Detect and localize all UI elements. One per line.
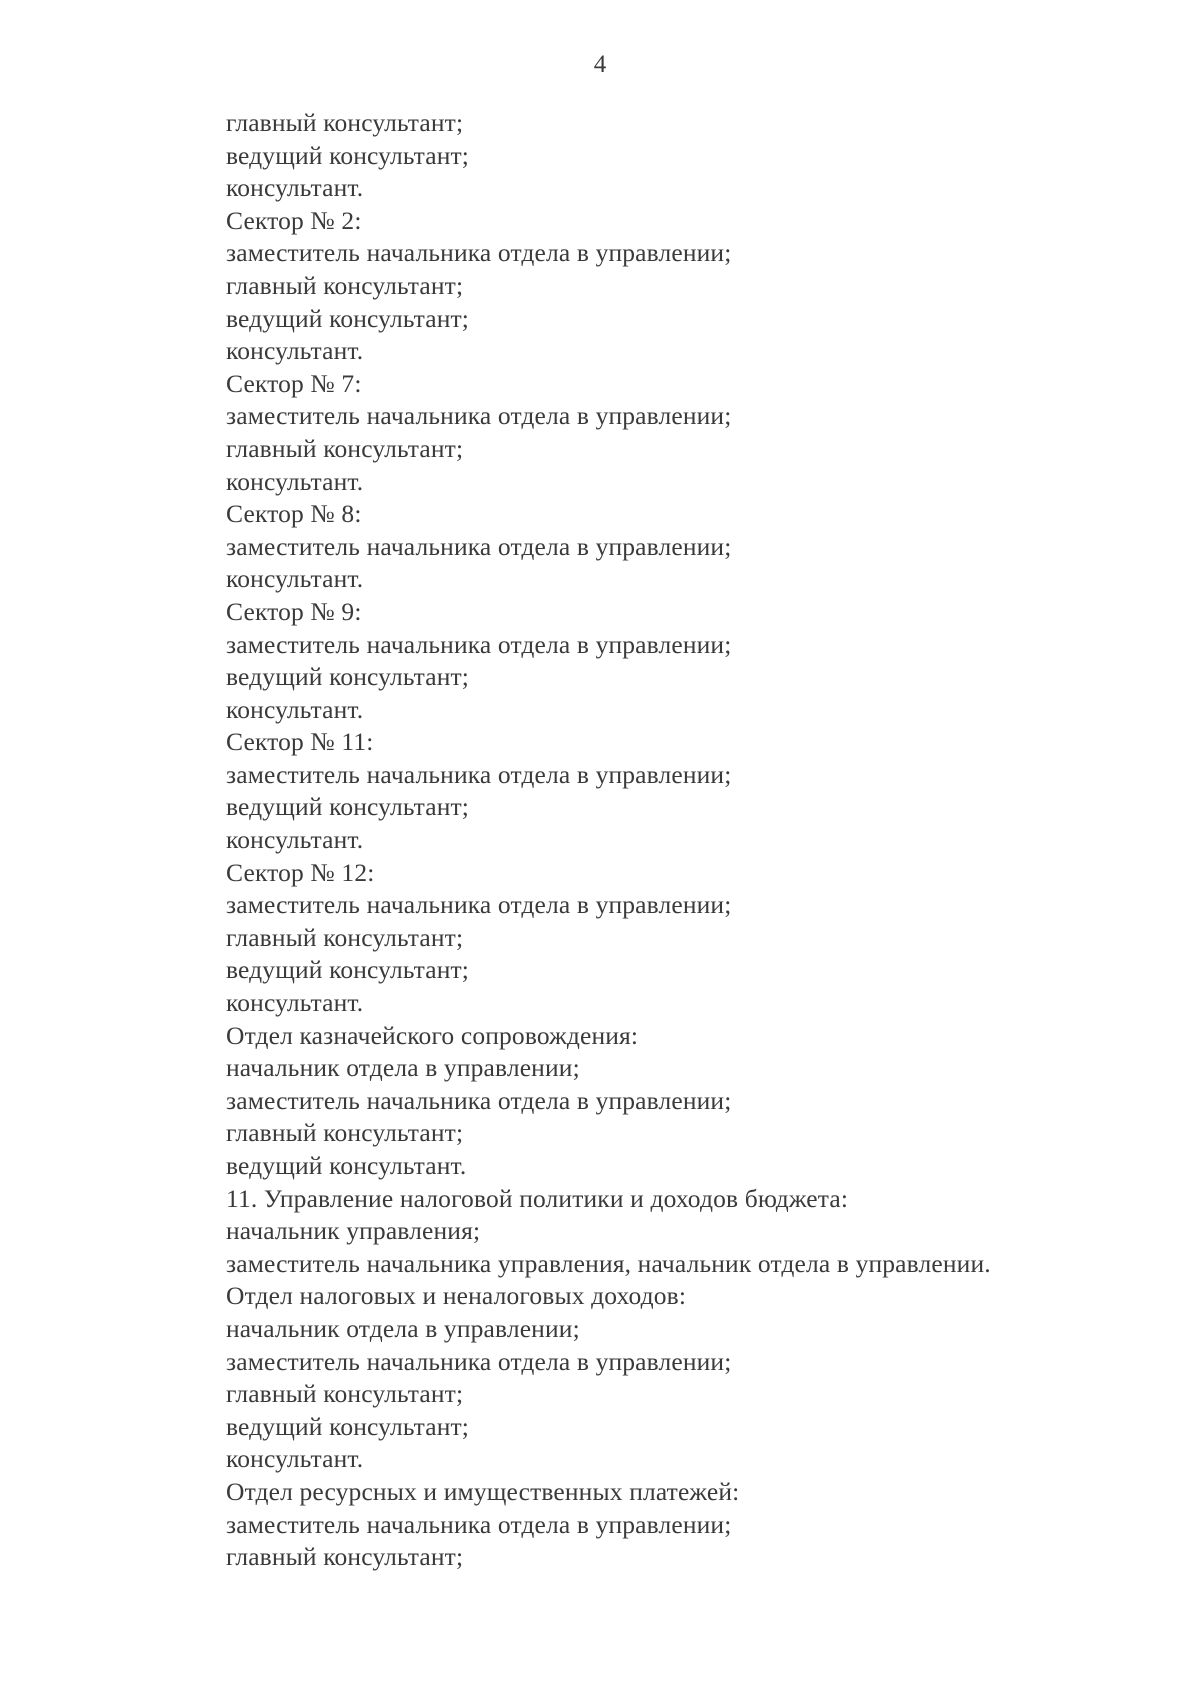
text-line: начальник управления; — [226, 1216, 481, 1246]
text-line: заместитель начальника управления, начальник отдела в управлении. — [226, 1248, 991, 1278]
text-line: заместитель начальника отдела в управлении; — [226, 401, 732, 431]
text-line: ведущий консультант; — [226, 662, 470, 692]
text-line: консультант. — [226, 173, 364, 203]
text-line: заместитель начальника отдела в управлении; — [226, 890, 732, 920]
text-line: заместитель начальника отдела в управлении; — [226, 1509, 732, 1539]
text-line: начальник отдела в управлении; — [226, 1313, 580, 1343]
text-line: консультант. — [226, 564, 364, 594]
text-line: главный консультант; — [226, 270, 464, 300]
text-line: консультант. — [226, 694, 364, 724]
text-line: заместитель начальника отдела в управлении; — [226, 238, 732, 268]
text-line: Сектор № 12: — [226, 857, 375, 887]
text-line: заместитель начальника отдела в управлении; — [226, 1346, 732, 1376]
text-line: главный консультант; — [226, 108, 464, 137]
text-line: заместитель начальника отдела в управлении; — [226, 759, 732, 789]
text-line: главный консультант; — [226, 1379, 464, 1409]
text-line: Сектор № 9: — [226, 596, 362, 626]
page-number: 4 — [593, 51, 607, 78]
text-line: начальник отдела в управлении; — [226, 1053, 580, 1083]
text-line: главный консультант; — [226, 1542, 464, 1572]
text-line: ведущий консультант; — [226, 1411, 470, 1441]
text-line: консультант. — [226, 466, 364, 496]
text-line: Отдел ресурсных и имущественных платежей: — [226, 1476, 740, 1506]
text-line: Сектор № 8: — [226, 499, 362, 529]
text-line: консультант. — [226, 825, 364, 855]
text-line: 11. Управление налоговой политики и доходов бюджета: — [226, 1183, 849, 1213]
text-line: заместитель начальника отдела в управлении; — [226, 1085, 732, 1115]
text-line: консультант. — [226, 988, 364, 1018]
text-line: ведущий консультант; — [226, 303, 470, 333]
text-line: Отдел налоговых и неналоговых доходов: — [226, 1281, 687, 1311]
text-line: консультант. — [226, 336, 364, 366]
text-line: главный консультант; — [226, 922, 464, 952]
text-line: консультант. — [226, 1444, 364, 1474]
text-line: Сектор № 11: — [226, 727, 374, 757]
text-line: главный консультант; — [226, 1118, 464, 1148]
text-line: Отдел казначейского сопровождения: — [226, 1020, 639, 1050]
text-line: ведущий консультант. — [226, 1151, 467, 1180]
text-line: ведущий консультант; — [226, 955, 470, 985]
text-line: заместитель начальника отдела в управлении; — [226, 531, 732, 561]
text-line: заместитель начальника отдела в управлении; — [226, 629, 732, 659]
text-line: Сектор № 2: — [226, 205, 362, 235]
text-line: главный консультант; — [226, 433, 464, 463]
text-line: ведущий консультант; — [226, 792, 470, 822]
text-line: Сектор № 7: — [226, 368, 362, 398]
document-body — [226, 107, 1176, 1574]
text-line: ведущий консультант; — [226, 140, 470, 170]
